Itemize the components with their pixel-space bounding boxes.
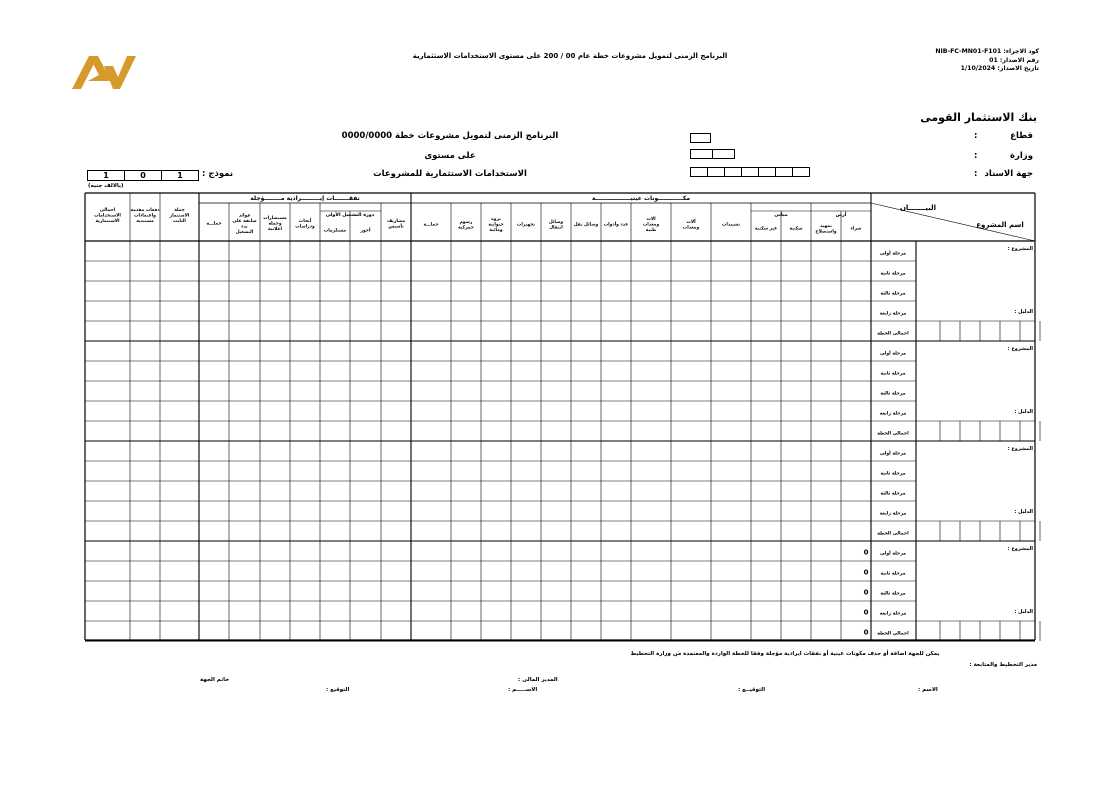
physical-col-header: حيوانية [488, 222, 504, 228]
currency-note: (بالالف جنيه) [88, 183, 124, 189]
subgroup-land: أرض [835, 213, 847, 218]
total-col-header: الثابت [173, 219, 186, 225]
physical-col-header: تمهيد [820, 223, 832, 229]
bank-name: بنك الاستثمار القومى [920, 111, 1037, 124]
physical-col-header: انتقال [549, 225, 563, 231]
form-title-line-1: البرنامج الزمنى لتمويل مشروعات خطة 0000/0000 [341, 131, 559, 141]
physical-col-header: الات [646, 217, 656, 223]
expense-col-header: ودراسات [295, 224, 315, 230]
header-bayan: البيـــــــان [899, 204, 937, 212]
expense-col-header: بدء [241, 224, 248, 230]
agency-colon: : [974, 169, 978, 179]
footer-note: يمكن للجهة اضافة أو حذف مكونات عينية أو نفقات ايرادية مؤجلة وفقا للخطة الواردة والمعتمدة من وزارة التخطيط [630, 651, 940, 657]
agency-stamp-label: خاتم الجهة [200, 677, 230, 683]
group-deferred-expenses: نفقـــــــات إيـــــــــرادية مــــــــؤجلة [250, 195, 360, 202]
model-digit-3: 1 [161, 170, 199, 181]
guide-label: الدليل : [1014, 509, 1033, 515]
stage-label: اجمالى الخطة [877, 631, 909, 637]
planning-name-label: الاسم : [918, 687, 938, 693]
zero-value: 0 [863, 568, 869, 577]
total-col-header: دفعات مقدمة [130, 208, 160, 214]
stage-label: مرحلة رابعة [879, 411, 907, 417]
ministry-colon: : [974, 151, 978, 161]
physical-col-header: ثروة [491, 217, 501, 223]
total-col-header: مستندية [136, 219, 154, 225]
physical-col-header: شراء [850, 226, 862, 232]
physical-col-header: جملـــة [423, 222, 439, 228]
stage-label: مرحلة ثانية [880, 271, 906, 277]
expense-col-header: التشغيل [235, 229, 254, 235]
expense-col-header: جملـــة [206, 221, 222, 227]
stage-label: مرحلة ثانية [880, 371, 906, 377]
stage-label: مرحلة رابعة [879, 311, 907, 317]
project-label: المشروع : [1007, 346, 1033, 352]
sector-colon: : [974, 131, 978, 141]
expense-col-header: أبحاث [298, 218, 312, 224]
group-physical-components: مكــــــــــــونات عينيـــــــــــــــــة [591, 195, 691, 202]
physical-col-header: وسائل [548, 219, 564, 225]
expense-col-header: فوائد [238, 213, 251, 219]
physical-col-header: واستصلاح [815, 229, 837, 235]
physical-col-header: طبية [645, 228, 657, 234]
physical-col-header: ومعدات [642, 222, 660, 228]
form-title-line-3: الاستخدامات الاستثمارية للمشروعات [373, 169, 527, 179]
page-header-title: البرنامج الزمنى لتمويل مشروعات خطة عام 00 / 200 على مستوى الاستخدامات الاستثمارية [412, 52, 728, 60]
planning-director-label: مدير التخطيط والمتابعة : [969, 662, 1037, 668]
physical-col-header: ومائية [489, 228, 503, 234]
total-col-header: الاستثمارية [95, 219, 120, 225]
model-digit-2: 0 [124, 170, 162, 181]
project-label: المشروع : [1007, 246, 1033, 252]
stage-label: مرحلة أولى [879, 251, 907, 257]
subgroup-trial-operation: دورة التشغيل الأولى [325, 213, 375, 218]
physical-col-header: تشييدات [721, 222, 741, 228]
expense-col-header: مستشارات [263, 216, 287, 222]
subgroup-buildings: مبانى [774, 213, 788, 218]
total-col-header: الاستثمار [169, 213, 190, 219]
guide-label: الدليل : [1014, 609, 1033, 615]
stage-label: مرحلة ثالثة [880, 391, 906, 397]
zero-value: 0 [863, 548, 869, 557]
stage-label: مرحلة رابعة [879, 511, 907, 517]
model-digit-1: 1 [87, 170, 125, 181]
stage-label: اجمالى الخطة [877, 531, 909, 537]
physical-col-header: جمركية [458, 225, 474, 231]
expense-col-header: مصاريف [386, 218, 406, 224]
planning-signature-label: التوقيــع : [738, 687, 766, 693]
guide-label: الدليل : [1014, 409, 1033, 415]
physical-col-header: عدد وأدوات [603, 222, 629, 228]
expense-col-header: أجور [360, 228, 371, 234]
zero-value: 0 [863, 628, 869, 637]
form-title-line-2: على مستوى [424, 151, 476, 161]
ministry-label: وزارة [1009, 151, 1033, 161]
stage-label: مرحلة ثالثة [880, 291, 906, 297]
stage-label: مرحلة أولى [879, 351, 907, 357]
expense-col-header: مستلزمات [323, 228, 347, 234]
physical-col-header: سكنية [789, 226, 803, 232]
total-col-header: جملة [174, 208, 185, 214]
sector-label: قطاع [1010, 131, 1033, 141]
stage-label: مرحلة ثالثة [880, 591, 906, 597]
stage-label: اجمالى الخطة [877, 431, 909, 437]
stage-label: مرحلة رابعة [879, 611, 907, 617]
stage-label: مرحلة أولى [879, 451, 907, 457]
financial-signature-label: التوقيع : [326, 687, 350, 693]
zero-value: 0 [863, 608, 869, 617]
project-label: المشروع : [1007, 546, 1033, 552]
expense-col-header: اعلانية [268, 227, 282, 233]
financial-director-label: المدير المالى : [518, 677, 558, 683]
total-col-header: الاستخدامات [94, 213, 121, 219]
issue-date: تاريخ الاصدار: 1/10/2024 [960, 65, 1039, 72]
physical-col-header: غير سكنية [754, 226, 778, 232]
procedure-code: كود الاجراء: NIB-FC-MN01-F101 [935, 48, 1039, 55]
total-col-header: اجمالى [99, 208, 116, 214]
stage-label: مرحلة ثانية [880, 571, 906, 577]
physical-col-header: رسوم [459, 219, 473, 225]
physical-col-header: وسائل نقل [573, 222, 599, 228]
stage-label: مرحلة ثانية [880, 471, 906, 477]
version-number: رقم الاصدار: 01 [989, 56, 1039, 64]
expense-col-header: وحملة [268, 221, 282, 227]
zero-value: 0 [863, 588, 869, 597]
guide-label: الدليل : [1014, 309, 1033, 315]
physical-col-header: تجهيزات [516, 222, 536, 228]
expense-col-header: تأسيس [388, 224, 404, 230]
physical-col-header: ومعدات [682, 225, 700, 231]
project-label: المشروع : [1007, 446, 1033, 452]
header-project-name: اسم المشروع [976, 221, 1024, 229]
agency-label: جهة الاسناد [984, 169, 1033, 179]
model-label: نموذج : [202, 169, 234, 179]
physical-col-header: آلات [686, 219, 696, 225]
expense-col-header: سابقة على [232, 218, 257, 224]
stage-label: مرحلة ثالثة [880, 491, 906, 497]
total-col-header: واعتمادات [134, 213, 156, 219]
stage-label: مرحلة أولى [879, 551, 907, 557]
financial-name-label: الاســـــم : [508, 687, 538, 693]
stage-label: اجمالى الخطة [877, 331, 909, 337]
